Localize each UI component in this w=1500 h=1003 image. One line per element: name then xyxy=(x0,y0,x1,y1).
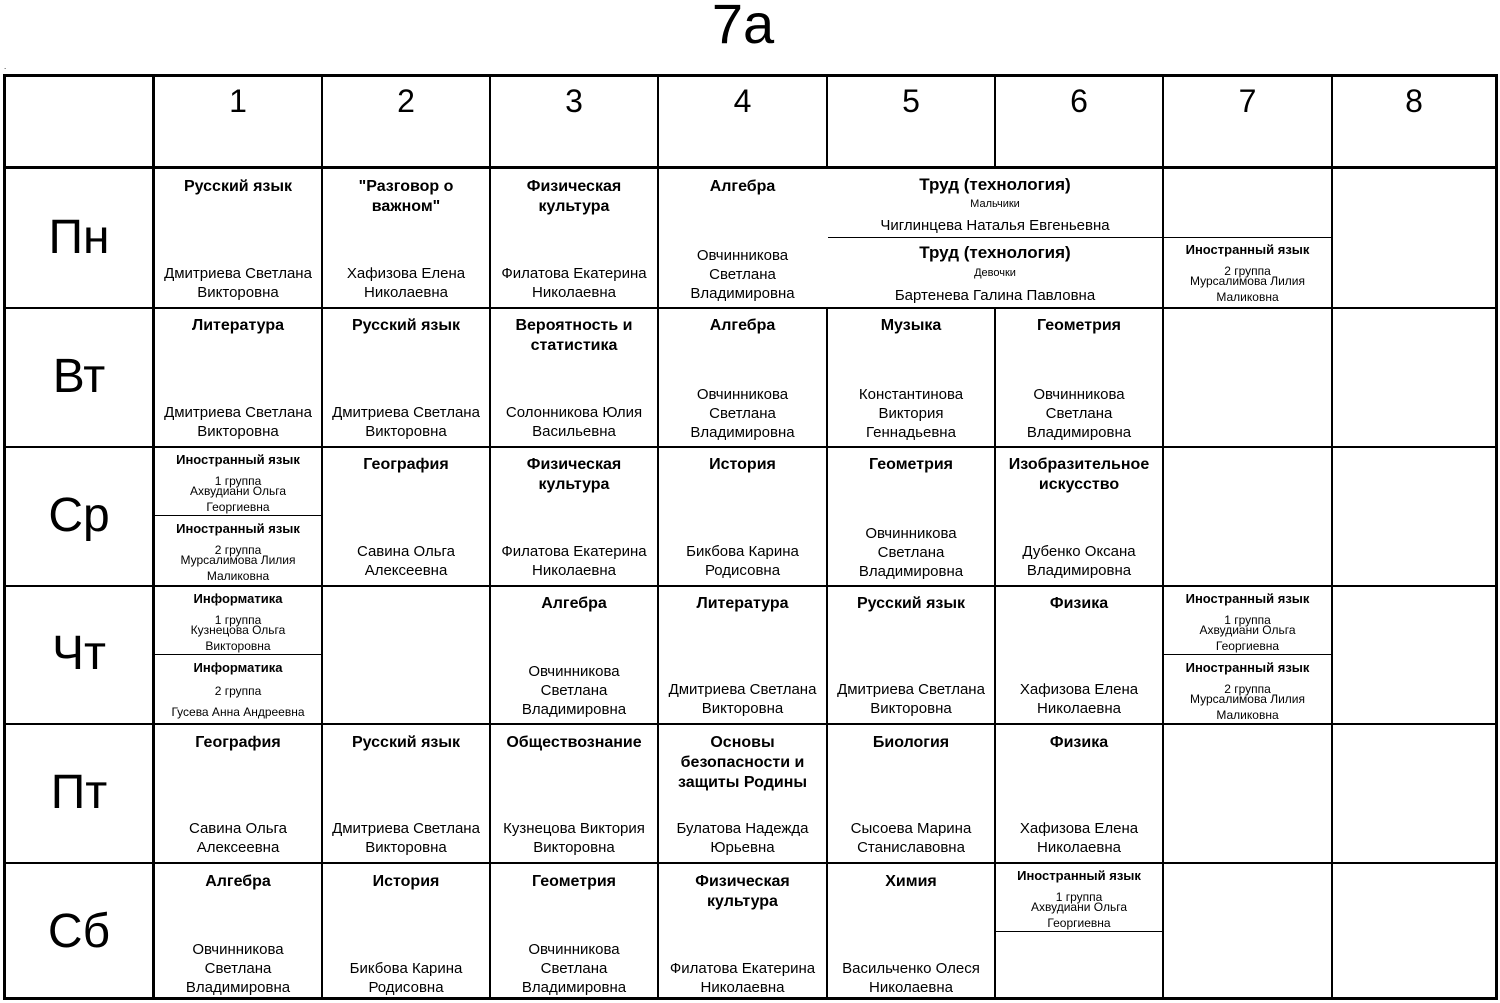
subject-name: Физическая культура xyxy=(526,456,622,493)
lesson-cell-group[interactable] xyxy=(155,655,321,723)
teacher-name: Солонникова Юлия Васильевна xyxy=(505,404,643,440)
teacher-name: Овчинникова Светлана Владимировна xyxy=(521,941,627,996)
subject-name: Изобразительное искусство xyxy=(1008,456,1150,493)
group-label: 1 группа xyxy=(214,613,262,627)
teacher-name: Бартенева Галина Павловна xyxy=(894,287,1096,304)
lesson-cell[interactable] xyxy=(828,309,994,446)
lesson-cell-group[interactable] xyxy=(996,864,1162,931)
subject-name: Иностранный язык xyxy=(176,521,300,536)
teacher-name: Овчинникова Светлана Владимировна xyxy=(521,663,627,718)
day-label: Пт xyxy=(50,766,108,819)
lesson-cell[interactable] xyxy=(323,309,489,446)
teacher-name: Филатова Екатерина Николаевна xyxy=(501,543,647,579)
lesson-cell[interactable] xyxy=(659,309,826,446)
teacher-name: Дмитриева Светлана Викторовна xyxy=(668,681,817,717)
teacher-name: Кузнецова Виктория Викторовна xyxy=(503,820,645,856)
day-label: Вт xyxy=(52,350,106,403)
timetable-grid xyxy=(3,74,1498,1000)
lesson-cell-group[interactable] xyxy=(1164,238,1331,307)
lesson-cell[interactable] xyxy=(323,725,489,862)
period-number: 4 xyxy=(733,83,752,119)
col-line xyxy=(1162,77,1164,997)
group-label: 2 группа xyxy=(1224,682,1271,696)
lesson-cell[interactable] xyxy=(155,169,321,307)
subject-name: Труд (технология) xyxy=(919,175,1071,194)
subject-name: Физика xyxy=(1049,595,1109,612)
teacher-name: Филатова Екатерина Николаевна xyxy=(669,960,816,996)
subject-name: Литература xyxy=(191,317,285,334)
lesson-cell-group[interactable] xyxy=(828,238,1162,307)
subject-name: Музыка xyxy=(880,317,942,334)
day-label: Ср xyxy=(48,489,110,542)
split-line xyxy=(996,931,1162,932)
subject-name: Геометрия xyxy=(868,456,954,473)
teacher-name: Ахвудиани Ольга Георгиевна xyxy=(1199,623,1296,653)
page-title: 7а xyxy=(711,0,775,55)
lesson-cell-group[interactable] xyxy=(155,516,321,585)
lesson-cell[interactable] xyxy=(828,864,994,997)
lesson-cell[interactable] xyxy=(659,864,826,997)
subject-name: История xyxy=(709,456,776,473)
teacher-name: Ахвудиани Ольга Георгиевна xyxy=(1031,900,1127,930)
subject-name: Физическая культура xyxy=(526,178,622,215)
subject-name: Иностранный язык xyxy=(1185,242,1310,257)
group-label: Девочки xyxy=(974,267,1016,279)
day-label: Сб xyxy=(47,905,111,958)
subject-name: Алгебра xyxy=(709,317,776,334)
subject-name: География xyxy=(195,734,281,751)
lesson-cell[interactable] xyxy=(323,864,489,997)
teacher-name: Сысоева Марина Станиславовна xyxy=(850,820,972,856)
teacher-name: Дмитриева Светлана Викторовна xyxy=(332,404,480,440)
lesson-cell[interactable] xyxy=(491,725,657,862)
group-label: 1 группа xyxy=(1224,613,1271,627)
lesson-cell[interactable] xyxy=(323,169,489,307)
teacher-name: Хафизова Елена Николаевна xyxy=(1019,820,1139,856)
teacher-name: Хафизова Елена Николаевна xyxy=(346,265,466,301)
teacher-name: Константинова Виктория Геннадьевна xyxy=(858,386,964,441)
lesson-cell[interactable] xyxy=(659,587,826,723)
lesson-cell[interactable] xyxy=(659,448,826,585)
subject-name: Иностранный язык xyxy=(1185,591,1310,606)
lesson-cell[interactable] xyxy=(996,725,1162,862)
lesson-cell[interactable] xyxy=(491,587,657,723)
lesson-cell[interactable] xyxy=(996,448,1162,585)
teacher-name: Овчинникова Светлана Владимировна xyxy=(858,525,964,580)
teacher-name: Мурсалимова Лилия Маликовна xyxy=(1189,692,1305,722)
lesson-cell[interactable] xyxy=(491,169,657,307)
teacher-name: Кузнецова Ольга Викторовна xyxy=(190,623,286,653)
teacher-name: Мурсалимова Лилия Маликовна xyxy=(1189,274,1305,304)
subject-name: Физика xyxy=(1049,734,1109,751)
subject-name: Обществознание xyxy=(506,734,642,751)
lesson-cell-group[interactable] xyxy=(1164,655,1331,723)
subject-name: Вероятность и статистика xyxy=(515,317,633,354)
teacher-name: Васильченко Олеся Николаевна xyxy=(842,960,980,996)
subject-name: Биология xyxy=(872,734,950,751)
group-label: 2 группа xyxy=(214,543,262,557)
group-label: 1 группа xyxy=(214,474,262,488)
subject-name: Физическая культура xyxy=(695,873,790,910)
subject-name: Русский язык xyxy=(856,595,966,612)
lesson-cell-group[interactable] xyxy=(155,448,321,515)
teacher-name: Овчинникова Светлана Владимировна xyxy=(690,386,795,441)
lesson-cell[interactable] xyxy=(155,864,321,997)
period-number: 1 xyxy=(229,83,247,119)
lesson-cell[interactable] xyxy=(828,448,994,585)
lesson-cell[interactable] xyxy=(155,309,321,446)
subject-name: "Разговор о важном" xyxy=(358,178,454,215)
teacher-name: Чиглинцева Наталья Евгеньевна xyxy=(880,217,1110,234)
period-number: 2 xyxy=(397,83,415,119)
period-number: 6 xyxy=(1070,83,1088,119)
subject-name: Иностранный язык xyxy=(176,452,300,467)
lesson-cell[interactable] xyxy=(828,587,994,723)
teacher-name: Булатова Надежда Юрьевна xyxy=(676,820,809,856)
subject-name: Литература xyxy=(696,595,789,612)
subject-name: Основы безопасности и защиты Родины xyxy=(677,734,808,791)
teacher-name: Дмитриева Светлана Викторовна xyxy=(332,820,480,856)
teacher-name: Хафизова Елена Николаевна xyxy=(1019,681,1139,717)
subject-name: Иностранный язык xyxy=(1185,660,1310,675)
subject-name: География xyxy=(363,456,449,473)
lesson-cell-group[interactable] xyxy=(828,169,1162,237)
day-label: Чт xyxy=(52,627,106,680)
lesson-cell-group[interactable] xyxy=(1164,587,1331,654)
teacher-name: Овчинникова Светлана Владимировна xyxy=(1026,386,1132,441)
group-label: 2 группа xyxy=(214,684,262,698)
subject-name: Алгебра xyxy=(709,178,776,195)
period-number: 3 xyxy=(565,83,583,119)
subject-name: Русский язык xyxy=(351,317,461,334)
teacher-name: Савина Ольга Алексеевна xyxy=(356,543,456,579)
lesson-cell[interactable] xyxy=(659,169,826,307)
subject-name: Химия xyxy=(885,873,937,890)
group-label: Мальчики xyxy=(970,198,1020,210)
subject-name: Алгебра xyxy=(541,595,607,612)
subject-name: История xyxy=(372,873,440,890)
teacher-name: Дубенко Оксана Владимировна xyxy=(1022,543,1136,579)
period-number: 7 xyxy=(1238,83,1257,119)
teacher-name: Ахвудиани Ольга Георгиевна xyxy=(190,484,286,514)
subject-name: Иностранный язык xyxy=(1017,868,1141,883)
subject-name: Русский язык xyxy=(351,734,461,751)
teacher-name: Савина Ольга Алексеевна xyxy=(188,820,288,856)
teacher-name: Овчинникова Светлана Владимировна xyxy=(690,247,795,302)
subject-name: Геометрия xyxy=(1036,317,1122,334)
period-number: 5 xyxy=(902,83,920,119)
col-line xyxy=(1331,77,1333,997)
teacher-name: Филатова Екатерина Николаевна xyxy=(501,265,647,301)
teacher-name: Дмитриева Светлана Викторовна xyxy=(164,265,312,301)
subject-name: Информатика xyxy=(193,591,283,606)
subject-name: Русский язык xyxy=(183,178,293,195)
lesson-cell[interactable] xyxy=(659,725,826,862)
lesson-cell[interactable] xyxy=(996,309,1162,446)
teacher-name: Дмитриева Светлана Викторовна xyxy=(837,681,985,717)
teacher-name: Бикбова Карина Родисовна xyxy=(349,960,463,996)
subject-name: Информатика xyxy=(193,660,283,675)
lesson-cell[interactable] xyxy=(491,864,657,997)
lesson-cell[interactable] xyxy=(996,587,1162,723)
group-label: 1 группа xyxy=(1055,890,1103,904)
teacher-name: Дмитриева Светлана Викторовна xyxy=(164,404,312,440)
teacher-name: Бикбова Карина Родисовна xyxy=(686,543,799,579)
subject-name: Труд (технология) xyxy=(919,243,1071,262)
teacher-name: Гусева Анна Андреевна xyxy=(171,705,305,719)
group-label: 2 группа xyxy=(1224,264,1271,278)
period-number: 8 xyxy=(1405,83,1423,119)
lesson-cell[interactable] xyxy=(828,725,994,862)
lesson-cell[interactable] xyxy=(323,448,489,585)
day-label: Пн xyxy=(48,211,110,264)
subject-name: Геометрия xyxy=(531,873,617,890)
corner-dot: . xyxy=(4,62,7,71)
lesson-cell[interactable] xyxy=(155,725,321,862)
subject-name: Алгебра xyxy=(205,873,271,890)
lesson-cell[interactable] xyxy=(491,448,657,585)
teacher-name: Мурсалимова Лилия Маликовна xyxy=(180,553,296,583)
lesson-cell-group[interactable] xyxy=(155,587,321,654)
lesson-cell[interactable] xyxy=(491,309,657,446)
teacher-name: Овчинникова Светлана Владимировна xyxy=(185,941,291,996)
